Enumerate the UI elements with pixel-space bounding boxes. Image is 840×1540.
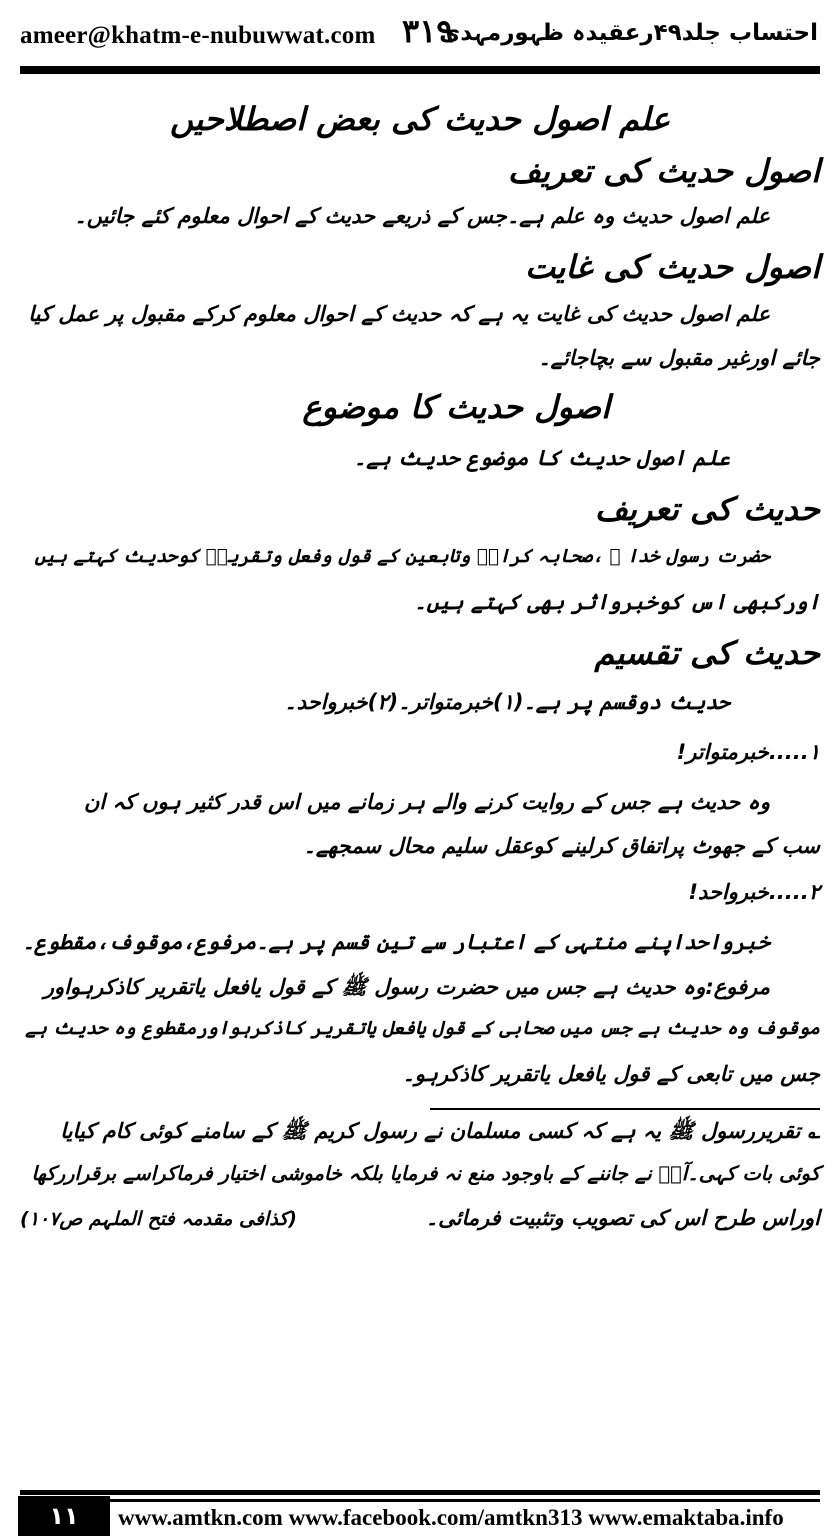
item-text-wahid-4: جس میں تابعی کے قول یافعل یاتقریر کاذکرہو۔ (402, 1062, 820, 1086)
section-text-hadith-definition-2: اورکبھی اس کوخبرواثر بھی کہتے ہیں۔ (414, 590, 820, 614)
section-heading-hadith-definition: حدیث کی تعریف (594, 490, 820, 528)
section-text-hadith-division: حدیث دوقسم پر ہے۔(۱)خبرمتواتر۔(۲)خبرواحد۔ (284, 690, 730, 714)
item-text-mutawatir-1: وہ حدیث ہے جس کے روایت کرنے والے ہر زمانے میں اس قدر کثیر ہوں کہ ان (83, 790, 770, 814)
item-text-wahid-3: موقوف وہ حدیث ہے جس میں صحابی کے قول یافعل یاتقریر کاذکرہواورمقطوع وہ حدیث ہے (25, 1018, 820, 1039)
header-divider (20, 66, 820, 74)
footnote-line-2: کوئی بات کہی۔آپؐ نے جاننے کے باوجود منع نہ فرمایا بلکہ خاموشی اختیار فرماکراسے برقراررکھا (31, 1162, 820, 1185)
footnote-reference: (کذافی مقدمہ فتح الملہم ص۱۰۷) (20, 1208, 297, 1230)
footnote-line-3: اوراس طرح اس کی تصویب وتثبیت فرمائی۔ (425, 1206, 820, 1230)
page-title: علم اصول حدیث کی بعض اصطلاحیں (169, 100, 671, 138)
section-text-usool-purpose-1: علم اصول حدیث کی غایت یہ ہے کہ حدیث کے احوال معلوم کرکے مقبول پر عمل کیا (28, 302, 770, 326)
item-text-wahid-2: مرفوع:وہ حدیث ہے جس میں حضرت رسول ﷺ کے قول یافعل یاتقریر کاذکرہواور (43, 975, 770, 999)
section-heading-usool-definition: اصول حدیث کی تعریف (507, 152, 820, 190)
item-text-mutawatir-2: سب کے جھوٹ پراتفاق کرلینے کوعقل سلیم محال سمجھے۔ (303, 834, 820, 858)
header-email: ameer@khatm-e-nubuwwat.com (20, 22, 376, 49)
footer-website-links[interactable]: www.amtkn.com www.facebook.com/amtkn313 www.emaktaba.info (118, 1505, 784, 1530)
header-page-number: ۳۱۹ (402, 12, 454, 50)
section-text-usool-purpose-2: جائے اورغیر مقبول سے بچاجائے۔ (538, 346, 820, 370)
item-text-wahid-1: خبرواحداپنے منتہی کے اعتبار سے تین قسم پر ہے۔مرفوع،موقوف،مقطوع۔ (22, 930, 770, 954)
section-text-hadith-definition-1: حضرت رسول خدا ﷺ ،صحابہ کرامؓ وتابعین کے قول وفعل وتقریرؔ کوحدیث کہتے ہیں (34, 546, 770, 567)
header-book-title: احتساب جلد۴۹رعقیدہ ظہورمہدی (439, 20, 818, 46)
section-heading-usool-purpose: اصول حدیث کی غایت (525, 248, 820, 286)
section-text-usool-subject: علم اصول حدیث کا موضوع حدیث ہے۔ (353, 446, 730, 470)
section-heading-hadith-division: حدیث کی تقسیم (594, 634, 820, 672)
footer-divider-bottom (110, 1499, 820, 1502)
section-heading-usool-subject: اصول حدیث کا موضوع (302, 388, 610, 426)
item-label-mutawatir: ۱.....خبرمتواتر! (676, 740, 820, 764)
footer-page-number: ۱۱ (18, 1496, 110, 1536)
item-label-wahid: ۲.....خبرواحد! (688, 880, 820, 904)
section-text-usool-definition: علم اصول حدیث وہ علم ہے۔جس کے ذریعے حدیث کے احوال معلوم کئے جائیں۔ (74, 204, 770, 228)
footnote-divider (430, 1108, 820, 1110)
footnote-line-1: ؎ تقریررسول ﷺ یہ ہے کہ کسی مسلمان نے رسول کریم ﷺ کے سامنے کوئی کام کیایا (60, 1119, 820, 1143)
footer-divider-top (20, 1490, 820, 1495)
